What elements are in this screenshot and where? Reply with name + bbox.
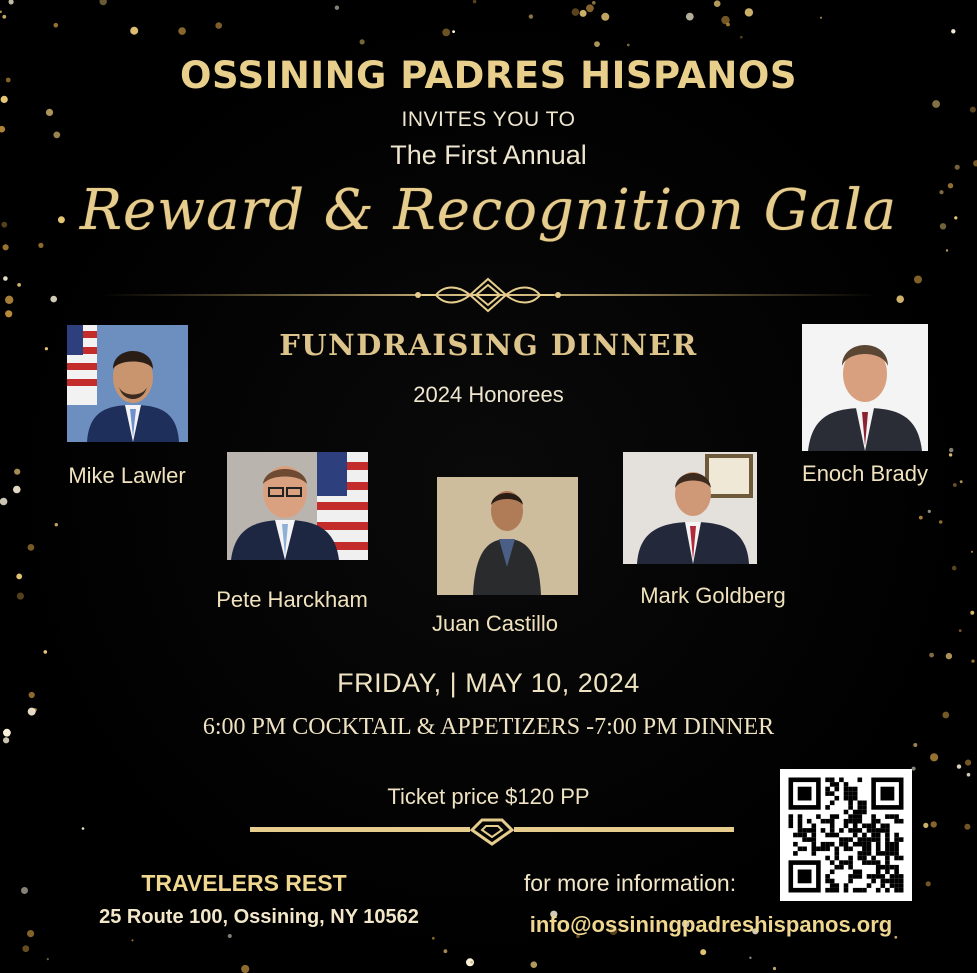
diamond-divider [250,812,734,848]
event-date: FRIDAY, | MAY 10, 2024 [337,668,640,698]
organization-title: OSSINING PADRES HISPANOS [180,54,797,97]
honoree-name: Mark Goldberg [640,583,786,608]
pete-harckham-photo [227,452,368,560]
mike-lawler-photo [67,325,188,442]
qr-code[interactable] [780,769,912,901]
honoree-name: Mike Lawler [68,463,186,488]
info-email-link[interactable]: info@ossiningpadreshispanos.org [529,912,893,937]
venue-name: TRAVELERS REST [141,870,347,896]
invites-line: INVITES YOU TO [401,108,576,131]
juan-castillo-photo [437,477,578,595]
honoree-name: Pete Harckham [216,587,368,612]
enoch-brady-photo [802,324,928,451]
honoree-name: Juan Castillo [432,611,558,636]
ornamental-divider [100,275,877,315]
venue-address: 25 Route 100, Ossining, NY 10562 [99,906,419,928]
first-annual-line: The First Annual [390,140,587,170]
mark-goldberg-photo [623,452,757,564]
honorees-heading: 2024 Honorees [413,382,564,407]
honoree-name: Enoch Brady [802,461,928,486]
info-label: for more information: [523,870,737,896]
fundraising-heading: FUNDRAISING DINNER [279,328,698,362]
gala-title: Reward & Recognition Gala [79,178,898,243]
event-times: 6:00 PM COCKTAIL & APPETIZERS -7:00 PM DINNER [202,714,775,740]
ticket-price: Ticket price $120 PP [387,784,590,809]
